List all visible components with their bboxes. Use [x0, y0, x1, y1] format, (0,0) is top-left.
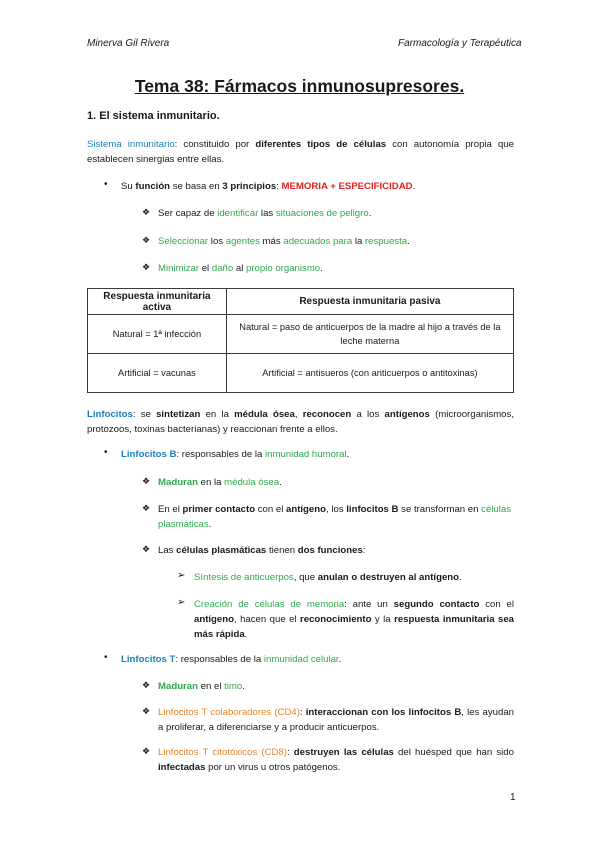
- header-author: Minerva Gil Rivera: [87, 38, 170, 49]
- arrow-bullet-icon: ➢: [177, 570, 186, 581]
- funcion-line: Su función se basa en 3 principios: MEMORIA + ESPECIFICIDAD.: [121, 181, 416, 192]
- table-header: Respuesta inmunitaria pasiva: [226, 289, 513, 315]
- diamond-bullet-icon: ❖: [142, 476, 151, 486]
- list-item: Maduran en la médula ósea.: [158, 477, 282, 488]
- diamond-bullet-icon: ❖: [142, 262, 151, 272]
- list-item: Las células plasmáticas tienen dos funciones:: [158, 545, 366, 556]
- list-item: En el primer contacto con el antígeno, los linfocitos B se transforman en células plasmáticas.: [158, 504, 512, 530]
- list-item: Creación de células de memoria: ante un segundo contacto con el antígeno, hacen que el reconocimiento y la respuesta inmunitaria sea más rápida.: [194, 599, 514, 640]
- table-row: [88, 354, 514, 393]
- arrow-bullet-icon: ➢: [177, 597, 186, 608]
- linfocitos-t-line: Linfocitos T: responsables de la inmunidad celular.: [121, 654, 342, 665]
- diamond-bullet-icon: ❖: [142, 503, 151, 513]
- bullet-dot: •: [104, 179, 108, 190]
- diamond-bullet-icon: ❖: [142, 680, 151, 690]
- list-item: Síntesis de anticuerpos, que anulan o destruyen al antígeno.: [194, 572, 462, 583]
- table-header: Respuesta inmunitaria activa: [88, 289, 227, 315]
- linfocitos-b-line: Linfocitos B: responsables de la inmunidad humoral.: [121, 449, 350, 460]
- linfocitos-paragraph: Linfocitos: se sintetizan en la médula ósea, reconocen a los antígenos (microorganismos, protozoos, toxinas bacterianas) y reaccionan frente a ellos.: [87, 409, 514, 435]
- bullet-dot: •: [104, 447, 108, 458]
- diamond-bullet-icon: ❖: [142, 235, 151, 245]
- list-item: Linfocitos T colaboradores (CD4): interaccionan con los linfocitos B, les ayudan a proliferar, a diferenciarse y a producir anticuerpos.: [158, 707, 514, 733]
- table-cell: Natural = 1ª infección: [88, 315, 227, 354]
- diamond-bullet-icon: ❖: [142, 706, 151, 716]
- principle-item: Ser capaz de identificar las situaciones de peligro.: [158, 208, 372, 219]
- diamond-bullet-icon: ❖: [142, 746, 151, 756]
- table-row: [88, 315, 514, 354]
- table-cell: Artificial = antisueros (con anticuerpos o antitoxinas): [226, 354, 513, 393]
- list-item: Linfocitos T citotóxicos (CD8): destruyen las células del huésped que han sido infectadas por un virus u otros patógenos.: [158, 747, 514, 773]
- table-cell: Natural = paso de anticuerpos de la madre al hijo a través de la leche materna: [226, 315, 513, 354]
- principle-item: Minimizar el daño al propio organismo.: [158, 263, 323, 274]
- diamond-bullet-icon: ❖: [142, 207, 151, 217]
- page-title: Tema 38: Fármacos inmunosupresores.: [134, 76, 465, 96]
- section-heading: 1. El sistema inmunitario.: [87, 110, 220, 122]
- diamond-bullet-icon: ❖: [142, 544, 151, 554]
- principle-item: Seleccionar los agentes más adecuados para la respuesta.: [158, 236, 410, 247]
- page-number: 1: [510, 792, 516, 803]
- immune-response-table: [87, 288, 514, 393]
- sistema-paragraph: Sistema inmunitario: constituido por diferentes tipos de células con autonomía propia que establecen sinergias entre ellas.: [87, 139, 514, 165]
- table-header-row: [88, 289, 514, 315]
- list-item: Maduran en el timo.: [158, 681, 245, 692]
- table-cell: Artificial = vacunas: [88, 354, 227, 393]
- bullet-dot: •: [104, 652, 108, 663]
- header-subject: Farmacología y Terapéutica: [398, 38, 522, 49]
